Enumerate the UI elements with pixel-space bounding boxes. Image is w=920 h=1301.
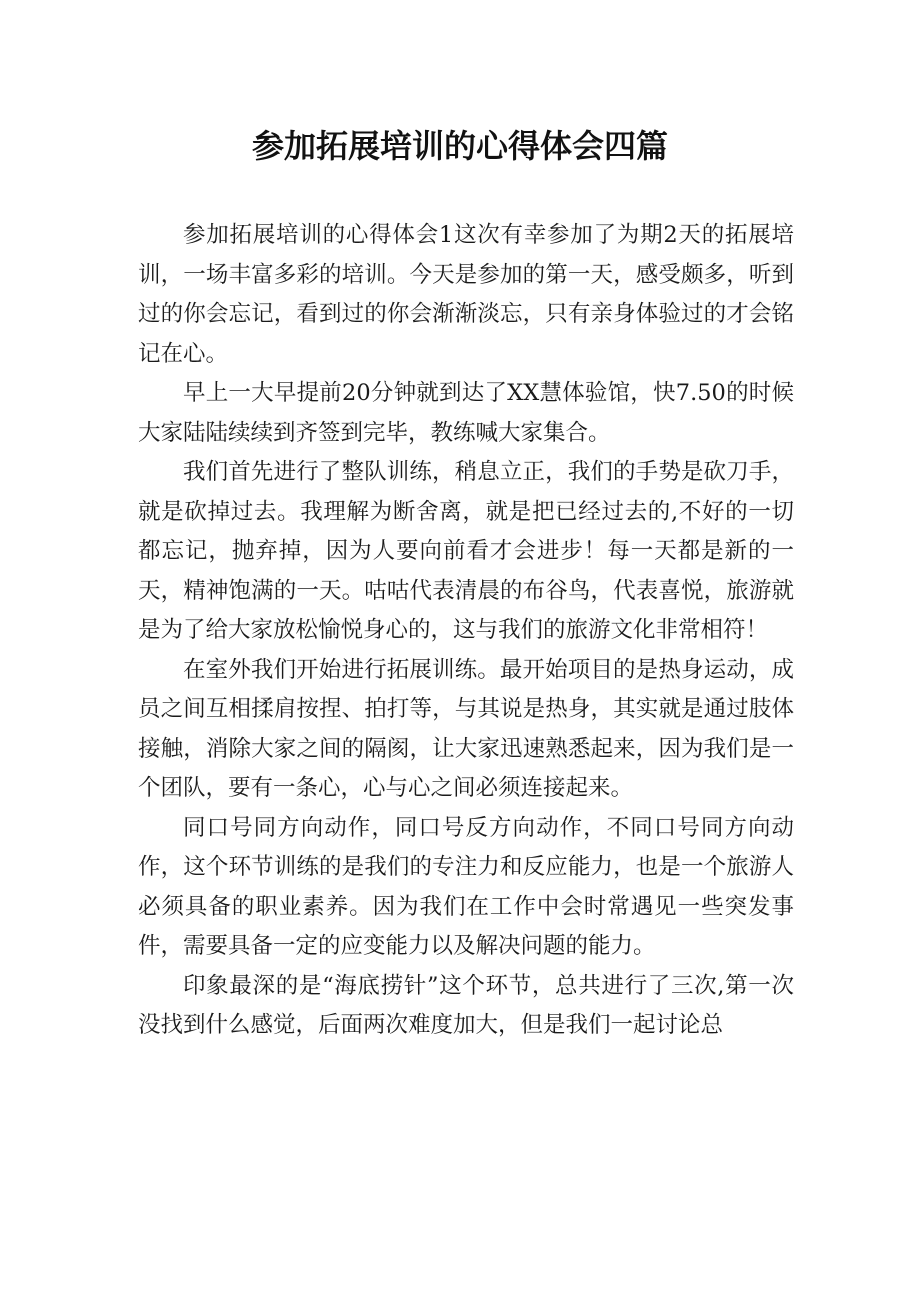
paragraph: 印象最深的是“海底捞针”这个环节，总共进行了三次,第一次没找到什么感觉，后面两次难度加大，但是我们一起讨论总 <box>138 972 794 1038</box>
paragraph: 我们首先进行了整队训练，稍息立正，我们的手势是砍刀手，就是砍掉过去。我理解为断舍离，就是把已经过去的,不好的一切都忘记，抛弃掉，因为人要向前看才会进步！每一天都是新的一天，精神饱满的一天。咕咕代表清晨的布谷鸟，代表喜悦，旅游就是为了给大家放松愉悦身心的，这与我们的旅游文化非常相符！ <box>138 459 794 643</box>
paragraph: 同口号同方向动作，同口号反方向动作，不同口号同方向动作，这个环节训练的是我们的专注力和反应能力，也是一个旅游人必须具备的职业素养。因为我们在工作中会时常遇见一些突发事件，需要具备一定的应变能力以及解决问题的能力。 <box>138 814 794 959</box>
paragraph: 早上一大早提前20分钟就到达了XX慧体验馆，快7.50的时候大家陆陆续续到齐签到完毕，教练喊大家集合。 <box>138 380 794 446</box>
document-title: 参加拓展培训的心得体会四篇 <box>251 127 668 165</box>
paragraph: 参加拓展培训的心得体会1这次有幸参加了为期2天的拓展培训，一场丰富多彩的培训。今天是参加的第一天，感受颇多，听到过的你会忘记，看到过的你会渐渐淡忘，只有亲身体验过的才会铭记在心。 <box>138 222 794 367</box>
paragraph: 在室外我们开始进行拓展训练。最开始项目的是热身运动，成员之间互相揉肩按捏、拍打等，与其说是热身，其实就是通过肢体接触，消除大家之间的隔阂，让大家迅速熟悉起来，因为我们是一个团队，要有一条心，心与心之间必须连接起来。 <box>138 656 794 801</box>
document-body <box>138 216 794 1046</box>
